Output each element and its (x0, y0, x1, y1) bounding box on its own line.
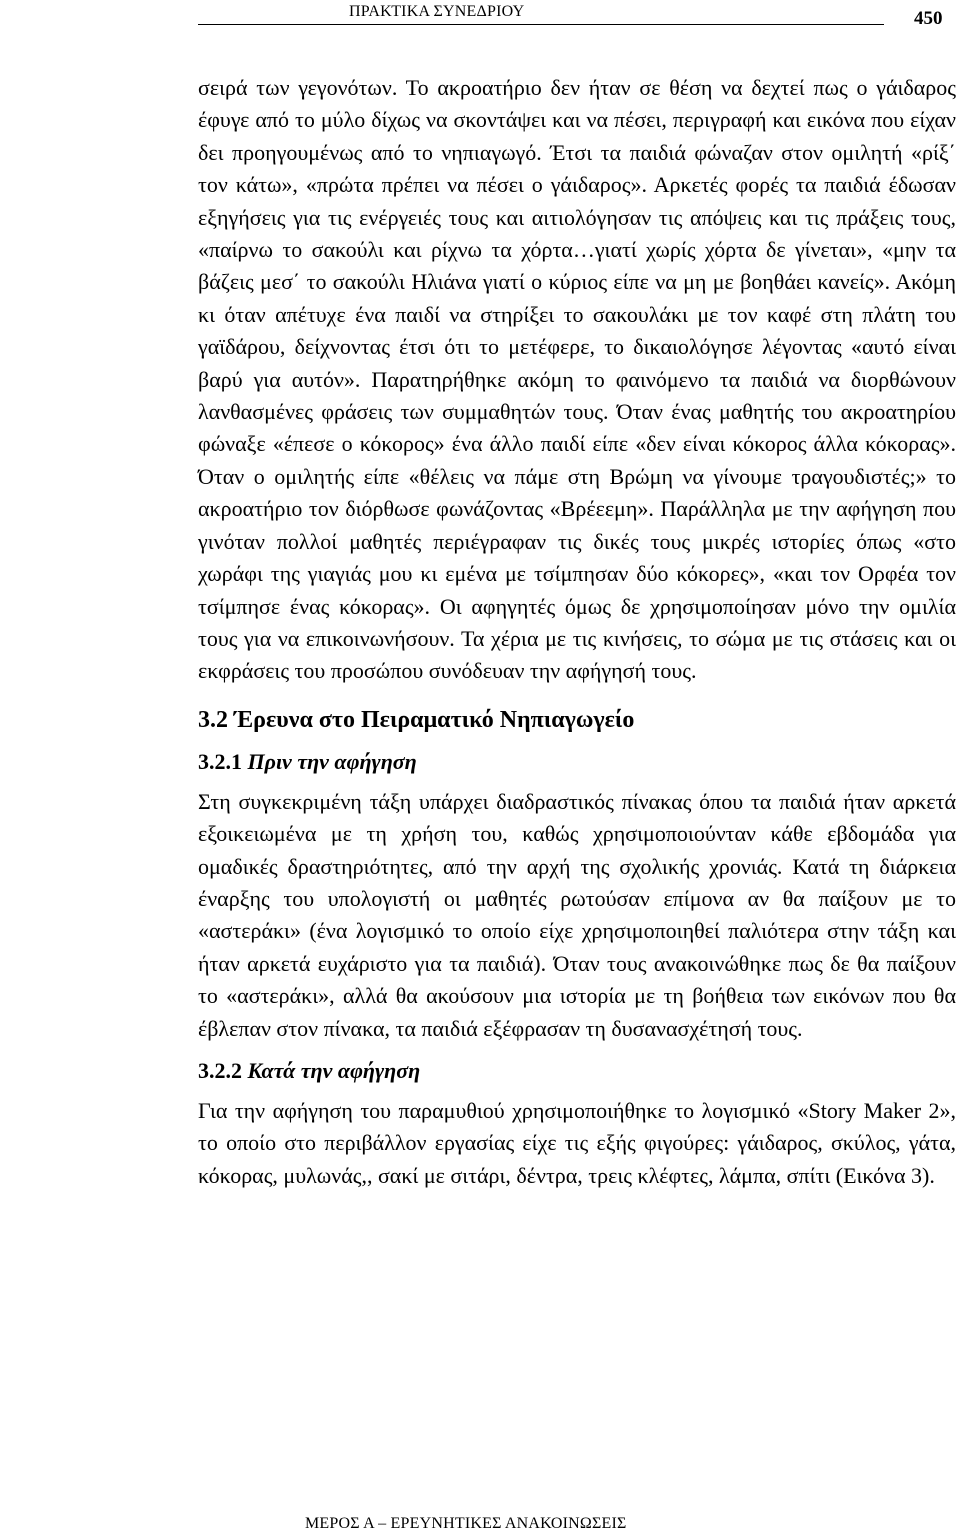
page-header (0, 0, 960, 40)
body-paragraph: Στη συγκεκριμένη τάξη υπάρχει διαδραστικός πίνακας όπου τα παιδιά ήταν αρκετά εξοικειωμένα με τη χρήση του, καθώς χρησιμοποιούνταν κάθε εβδομάδα για ομαδικές δραστηριότητες, από την αρχή της σχολικής χρονιάς. Κατά τη διάρκεια έναρξης του υπολογιστή οι μαθητές ρωτούσαν επίμονα αν θα παίξουν με το «αστεράκι» (ένα λογισμικό το οποίο είχε χρησιμοποιηθεί παλιότερα στην τάξη και ήταν αρκετά ευχάριστο για τα παιδιά). Όταν τους ανακοινώθηκε πως δε θα παίξουν το «αστεράκι», αλλά θα ακούσουν μια ιστορία με τη βοήθεια των εικόνων που θα έβλεπαν στον πίνακα, τα παιδιά εξέφρασαν τη δυσανασχέτησή τους. (198, 788, 956, 1041)
page-body (198, 72, 956, 1192)
subsection-number: 3.2.1 (198, 748, 242, 774)
section-heading: 3.2 Έρευνα στο Πειραματικό Νηπιαγωγείο (198, 706, 635, 733)
subsection-heading (198, 1055, 956, 1087)
page-number: 450 (914, 8, 943, 29)
page-footer: ΜΕΡΟΣ Α – ΕΡΕΥΝΗΤΙΚΕΣ ΑΝΑΚΟΙΝΩΣΕΙΣ (305, 1515, 627, 1532)
subsection-title: Κατά την αφήγηση (247, 1057, 421, 1083)
subsection-number: 3.2.2 (198, 1057, 242, 1083)
running-head: ΠΡΑΚΤΙΚΑ ΣΥΝΕΔΡΙΟΥ (349, 3, 525, 20)
body-paragraph: σειρά των γεγονότων. Το ακροατήριο δεν ήταν σε θέση να δεχτεί πως ο γάιδαρος έφυγε από το μύλο δίχως να σκοντάψει και να πέσει, περιγραφή και εικόνα που είχαν δει προηγουμένως από το νηπιαγωγό. Έτσι τα παιδιά φώναζαν στον ομιλητή «ρίξ΄ τον κάτω», «πρώτα πρέπει να πέσει ο γάιδαρος». Αρκετές φορές τα παιδιά έδωσαν εξηγήσεις για τις ενέργειές τους και αιτιολόγησαν τις απόψεις και τις πράξεις τους, «παίρνω το σακούλι και ρίχνω τα χόρτα…γιατί χωρίς χόρτα δε γίνεται», «μην τα βάζεις μεσ΄ το σακούλι Ηλιάνα γιατί ο κύριος είπε να μη με βοηθάει κανείς». Ακόμη κι όταν απέτυχε ένα παιδί να στηρίξει το σακουλάκι με τον καφέ στη πλάτη του γαϊδάρου, δείχνοντας έτσι ότι το μετέφερε, το δικαιολόγησε λέγοντας «αυτό είναι βαρύ για αυτόν». Παρατηρήθηκε ακόμη το φαινόμενο τα παιδιά να διορθώνουν λανθασμένες φράσεις των συμμαθητών τους. Όταν ένας μαθητής του ακροατηρίου φώναξε «έπεσε ο κόκορος» ένα άλλο παιδί είπε «δεν είναι κόκορος άλλα κόκορας». Όταν ο ομιλητής είπε «θέλεις να πάμε στη Βρώμη να γίνουμε τραγουδιστές;» το ακροατήριο τον διόρθωσε φωνάζοντας «Βρέεεμη». Παράλληλα με την αφήγηση που γινόταν πολλοί μαθητές περιέγραφαν τις δικές τους μικρές ιστορίες όπως «στο χωράφι της γιαγιάς μου κι εμένα με τσίμπησαν δύο κόκορες», «και τον Ορφέα τον τσίμπησε ένας κόκορας». Οι αφηγητές όμως δε χρησιμοποίησαν μόνο την ομιλία τους για να επικοινωνήσουν. Τα χέρια με τις κινήσεις, το σώμα με τις στάσεις και οι εκφράσεις του προσώπου συνόδευαν την αφήγησή τους. (198, 75, 956, 684)
subsection-heading (198, 746, 956, 778)
body-paragraph: Για την αφήγηση του παραμυθιού χρησιμοποιήθηκε το λογισμικό «Story Maker 2», το οποίο στο περιβάλλον εργασίας είχε τις εξής φιγούρες: γάιδαρος, σκύλος, γάτα, κόκορας, μυλωνάς,, σακί με σιτάρι, δέντρα, τρεις κλέφτες, λάμπα, σπίτι (Εικόνα 3). (198, 1097, 956, 1188)
subsection-title: Πριν την αφήγηση (247, 748, 417, 774)
header-rule (198, 24, 884, 25)
